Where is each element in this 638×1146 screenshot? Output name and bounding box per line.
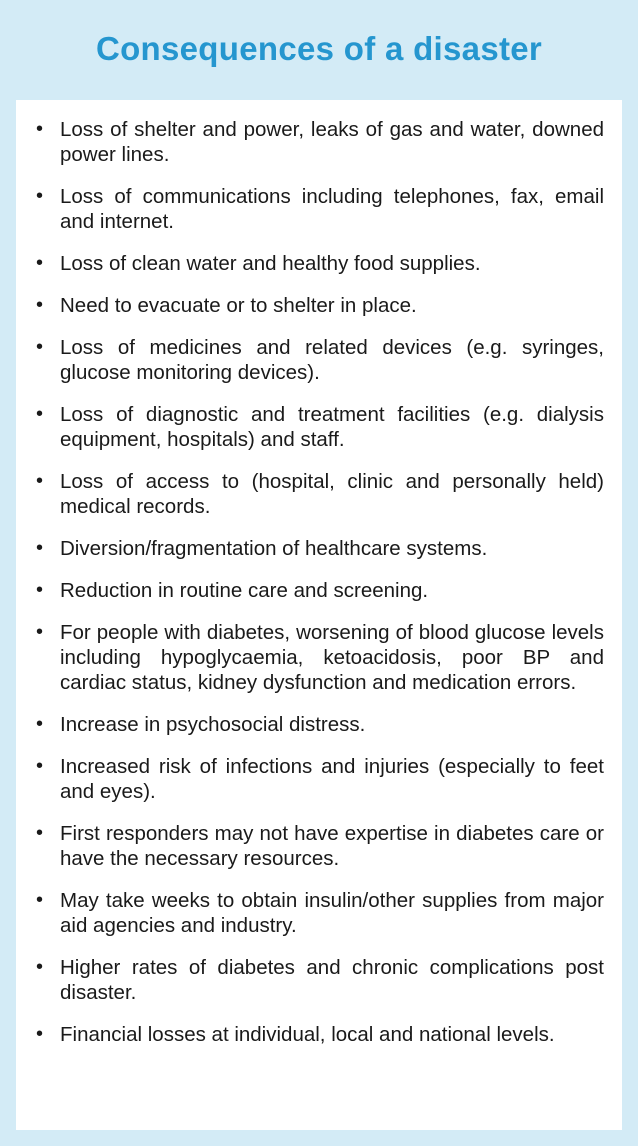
bullet-icon: • <box>36 336 44 358</box>
list-item-text: Need to evacuate or to shelter in place. <box>60 294 417 317</box>
list-item <box>16 1022 622 1047</box>
list-item <box>16 888 622 938</box>
list-item <box>16 251 622 276</box>
bullet-icon: • <box>36 579 44 601</box>
list-item-text: Loss of shelter and power, leaks of gas and water, downed power lines. <box>60 118 604 166</box>
list-item <box>16 335 622 385</box>
bullet-icon: • <box>36 713 44 735</box>
list-item-text: Loss of clean water and healthy food supplies. <box>60 252 481 275</box>
list-item-text: Increased risk of infections and injuries (especially to feet and eyes). <box>60 755 604 803</box>
list-item <box>16 402 622 452</box>
bullet-icon: • <box>36 755 44 777</box>
list-item <box>16 536 622 561</box>
list-item-text: Reduction in routine care and screening. <box>60 579 429 602</box>
list-item-text: May take weeks to obtain insulin/other supplies from major aid agencies and industry. <box>60 889 604 937</box>
list-item-text: Loss of access to (hospital, clinic and personally held) medical records. <box>60 470 604 518</box>
list-item-text: Higher rates of diabetes and chronic complications post disaster. <box>60 956 604 1004</box>
bullet-icon: • <box>36 294 44 316</box>
list-item-text: For people with diabetes, worsening of blood glucose levels including hypoglycaemia, ketoacidosis, poor BP and cardiac status, kidney dysfunction and medication errors. <box>60 621 604 694</box>
consequences-list <box>16 117 622 1064</box>
list-item <box>16 117 622 167</box>
page-title: Consequences of a disaster <box>95 30 543 67</box>
bullet-icon: • <box>36 621 44 643</box>
bullet-icon: • <box>36 822 44 844</box>
bullet-icon: • <box>36 889 44 911</box>
list-item <box>16 955 622 1005</box>
list-item <box>16 469 622 519</box>
bullet-icon: • <box>36 252 44 274</box>
list-item <box>16 184 622 234</box>
bullet-icon: • <box>36 185 44 207</box>
list-item <box>16 821 622 871</box>
list-item <box>16 578 622 603</box>
bullet-icon: • <box>36 403 44 425</box>
list-item-text: Loss of diagnostic and treatment facilities (e.g. dialysis equipment, hospitals) and staff. <box>60 403 604 451</box>
list-item <box>16 293 622 318</box>
list-item-text: Loss of medicines and related devices (e.g. syringes, glucose monitoring devices). <box>60 336 604 384</box>
bullet-icon: • <box>36 1023 44 1045</box>
bullet-icon: • <box>36 118 44 140</box>
list-item <box>16 620 622 695</box>
list-item-text: First responders may not have expertise in diabetes care or have the necessary resources. <box>60 822 604 870</box>
list-item-text: Diversion/fragmentation of healthcare systems. <box>60 537 488 560</box>
bullet-icon: • <box>36 956 44 978</box>
list-item <box>16 712 622 737</box>
content-panel <box>16 100 622 1130</box>
list-item-text: Increase in psychosocial distress. <box>60 713 366 736</box>
bullet-icon: • <box>36 537 44 559</box>
bullet-icon: • <box>36 470 44 492</box>
list-item <box>16 754 622 804</box>
list-item-text: Financial losses at individual, local and national levels. <box>60 1023 555 1046</box>
list-item-text: Loss of communications including telephones, fax, email and internet. <box>60 185 604 233</box>
